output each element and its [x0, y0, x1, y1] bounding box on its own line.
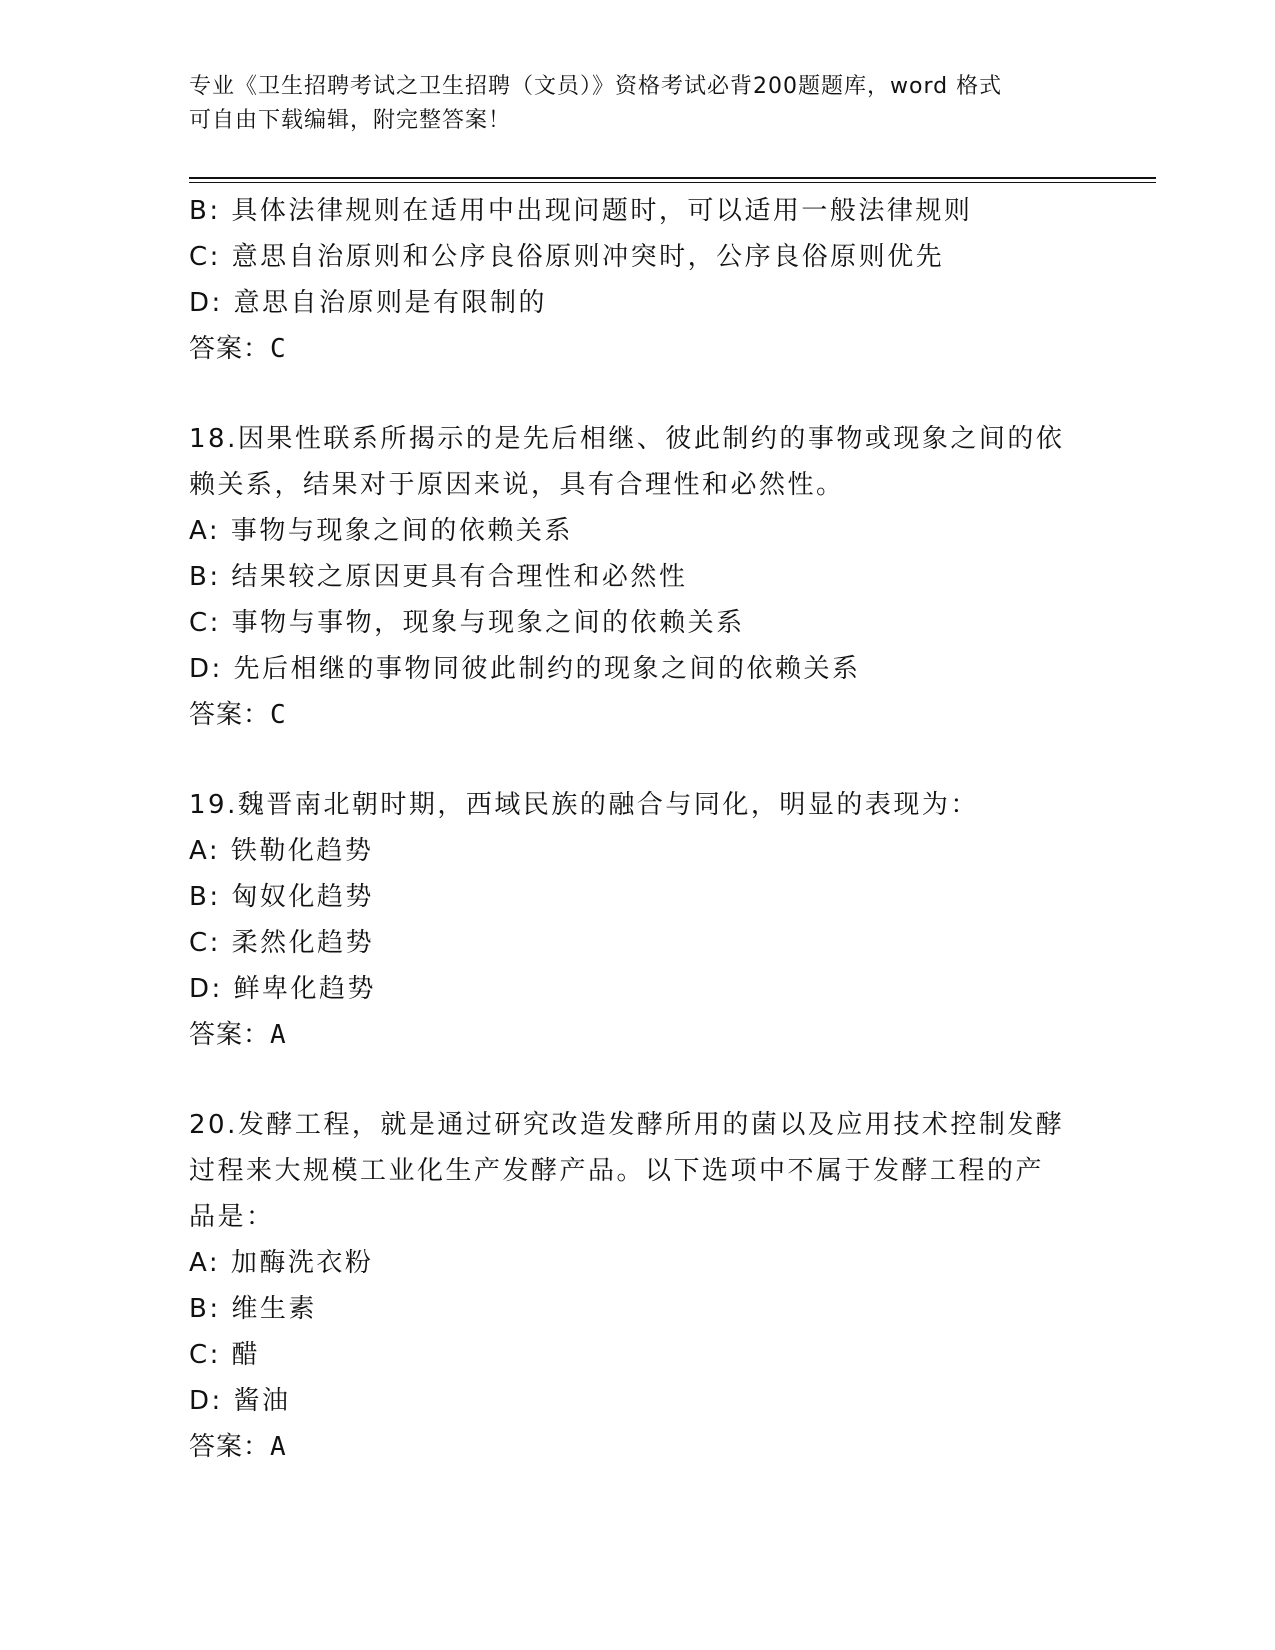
- question-list: [189, 188, 1089, 1470]
- question-stem-line: 赖关系，结果对于原因来说，具有合理性和必然性。: [189, 470, 845, 500]
- option-a: A: 加酶洗衣粉: [189, 1248, 374, 1278]
- question-18: [189, 416, 1089, 738]
- option-b: B: 匈奴化趋势: [189, 882, 374, 912]
- option-d: D: 先后相继的事物同彼此制约的现象之间的依赖关系: [189, 654, 861, 684]
- option-d: D: 鲜卑化趋势: [189, 974, 377, 1004]
- answer: 答案：A: [189, 1020, 287, 1050]
- option-c: C: 柔然化趋势: [189, 928, 375, 958]
- answer: 答案：C: [189, 334, 287, 364]
- header-divider-thick: [189, 177, 1156, 179]
- question-17-continued: [189, 188, 1089, 372]
- answer: 答案：A: [189, 1432, 287, 1462]
- option-b: B: 具体法律规则在适用中出现问题时，可以适用一般法律规则: [189, 196, 973, 226]
- option-b: B: 维生素: [189, 1294, 317, 1324]
- option-a: A: 铁勒化趋势: [189, 836, 374, 866]
- option-d: D: 酱油: [189, 1386, 291, 1416]
- option-c: C: 醋: [189, 1340, 261, 1370]
- question-stem-line: 过程来大规模工业化生产发酵产品。以下选项中不属于发酵工程的产: [189, 1156, 1045, 1186]
- question-stem-line: 18.因果性联系所揭示的是先后相继、彼此制约的事物或现象之间的依: [189, 424, 1065, 454]
- question-stem-line: 品是：: [189, 1202, 275, 1232]
- header-title-line-1: 专业《卫生招聘考试之卫生招聘（文员）》资格考试必背200题题库，word 格式: [189, 74, 1003, 99]
- document-header: [189, 70, 1089, 138]
- option-d: D: 意思自治原则是有限制的: [189, 288, 548, 318]
- option-c: C: 意思自治原则和公序良俗原则冲突时，公序良俗原则优先: [189, 242, 945, 272]
- header-title-line-2: 可自由下载编辑，附完整答案！: [189, 108, 512, 133]
- option-b: B: 结果较之原因更具有合理性和必然性: [189, 562, 688, 592]
- question-20: [189, 1102, 1089, 1470]
- option-a: A: 事物与现象之间的依赖关系: [189, 516, 573, 546]
- answer: 答案：C: [189, 700, 287, 730]
- question-stem-line: 19.魏晋南北朝时期，西域民族的融合与同化，明显的表现为：: [189, 790, 979, 820]
- header-divider-thin: [189, 182, 1156, 183]
- option-c: C: 事物与事物，现象与现象之间的依赖关系: [189, 608, 745, 638]
- question-19: [189, 782, 1089, 1058]
- question-stem-line: 20.发酵工程，就是通过研究改造发酵所用的菌以及应用技术控制发酵: [189, 1110, 1065, 1140]
